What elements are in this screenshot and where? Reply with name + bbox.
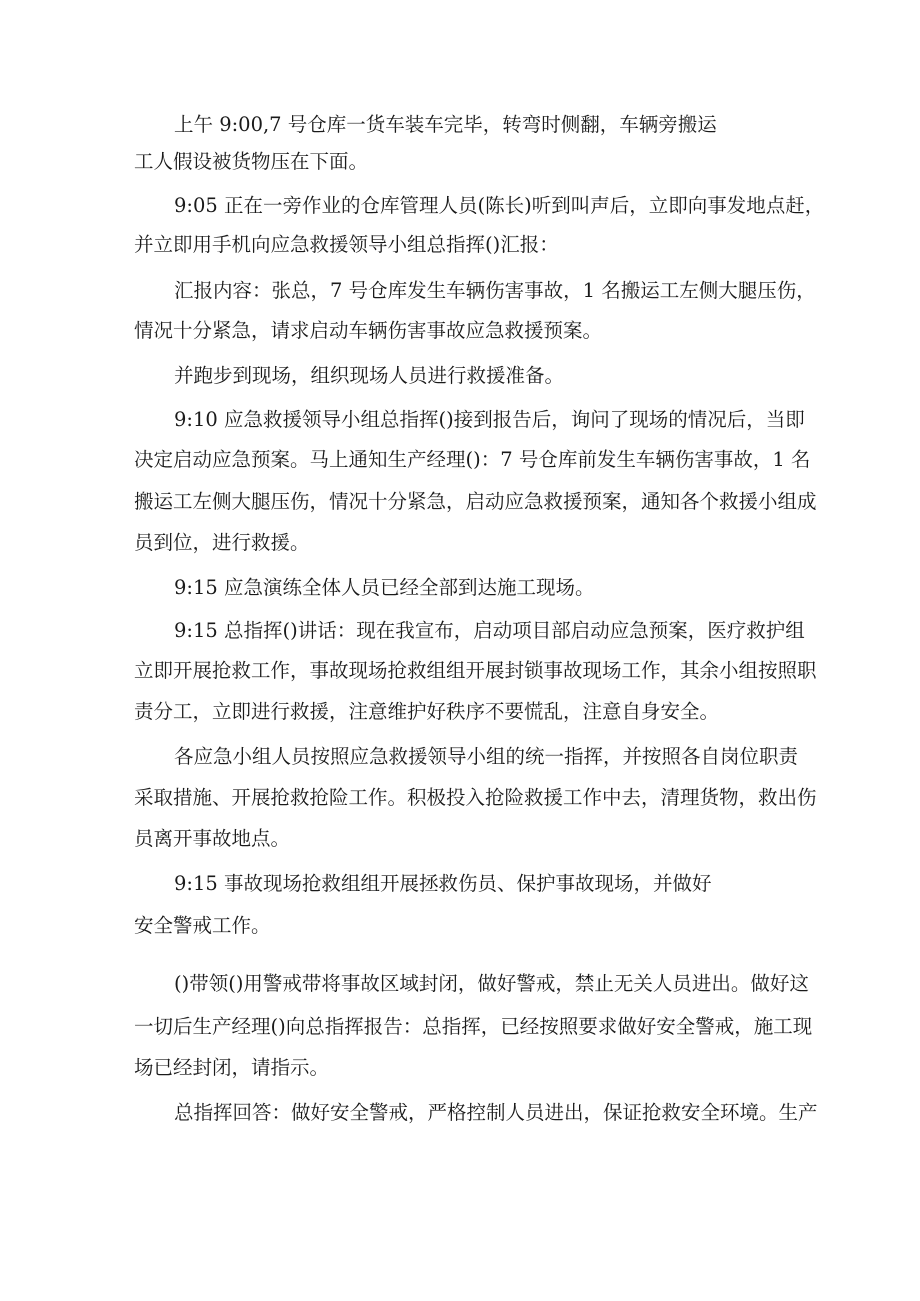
text-line: 场已经封闭，请指示。	[134, 1056, 330, 1079]
text-line: 汇报内容：张总，7 号仓库发生车辆伤害事故，1 名搬运工左侧大腿压伤，	[174, 279, 816, 302]
text-line: 总指挥回答：做好安全警戒，严格控制人员进出，保证抢救安全环境。生产	[174, 1101, 818, 1124]
text-line: 各应急小组人员按照应急救援领导小组的统一指挥，并按照各自岗位职责	[174, 745, 799, 768]
text-line: 9:15 事故现场抢救组组开展拯救伤员、保护事故现场，并做好	[174, 872, 712, 895]
text-line: 上午 9:00,7 号仓库一货车装车完毕，转弯时侧翻，车辆旁搬运	[174, 113, 717, 136]
text-line: 立即开展抢救工作，事故现场抢救组组开展封锁事故现场工作，其余小组按照职	[134, 659, 817, 682]
text-line: 决定启动应急预案。马上通知生产经理()：7 号仓库前发生车辆伤害事故，1 名	[134, 448, 811, 471]
text-line: 工人假设被货物压在下面。	[134, 150, 369, 173]
text-line: 一切后生产经理()向总指挥报告：总指挥，已经按照要求做好安全警戒，施工现	[134, 1015, 813, 1038]
text-line: 采取措施、开展抢救抢险工作。积极投入抢险救援工作中去，清理货物，救出伤	[134, 786, 817, 809]
text-line: 搬运工左侧大腿压伤，情况十分紧急，启动应急救援预案，通知各个救援小组成	[134, 490, 817, 513]
text-line: 并立即用手机向应急救援领导小组总指挥()汇报：	[134, 233, 559, 256]
text-line: 员到位，进行救援。	[134, 531, 310, 554]
text-line: 责分工，立即进行救援，注意维护好秩序不要慌乱，注意自身安全。	[134, 700, 720, 723]
text-line: 员离开事故地点。	[134, 827, 291, 850]
text-line: 9:05 正在一旁作业的仓库管理人员(陈长)听到叫声后，立即向事发地点赶，	[174, 194, 825, 217]
text-line: 情况十分紧急，请求启动车辆伤害事故应急救援预案。	[134, 319, 603, 342]
text-line: 并跑步到现场，组织现场人员进行救援准备。	[174, 364, 565, 387]
text-line: 安全警戒工作。	[134, 914, 271, 937]
text-line: ()带领()用警戒带将事故区域封闭，做好警戒，禁止无关人员进出。做好这	[174, 972, 809, 995]
text-line: 9:15 总指挥()讲话：现在我宣布，启动项目部启动应急预案，医疗救护组	[174, 619, 805, 642]
text-line: 9:10 应急救援领导小组总指挥()接到报告后，询问了现场的情况后，当即	[174, 408, 805, 431]
text-line: 9:15 应急演练全体人员已经全部到达施工现场。	[174, 576, 595, 599]
